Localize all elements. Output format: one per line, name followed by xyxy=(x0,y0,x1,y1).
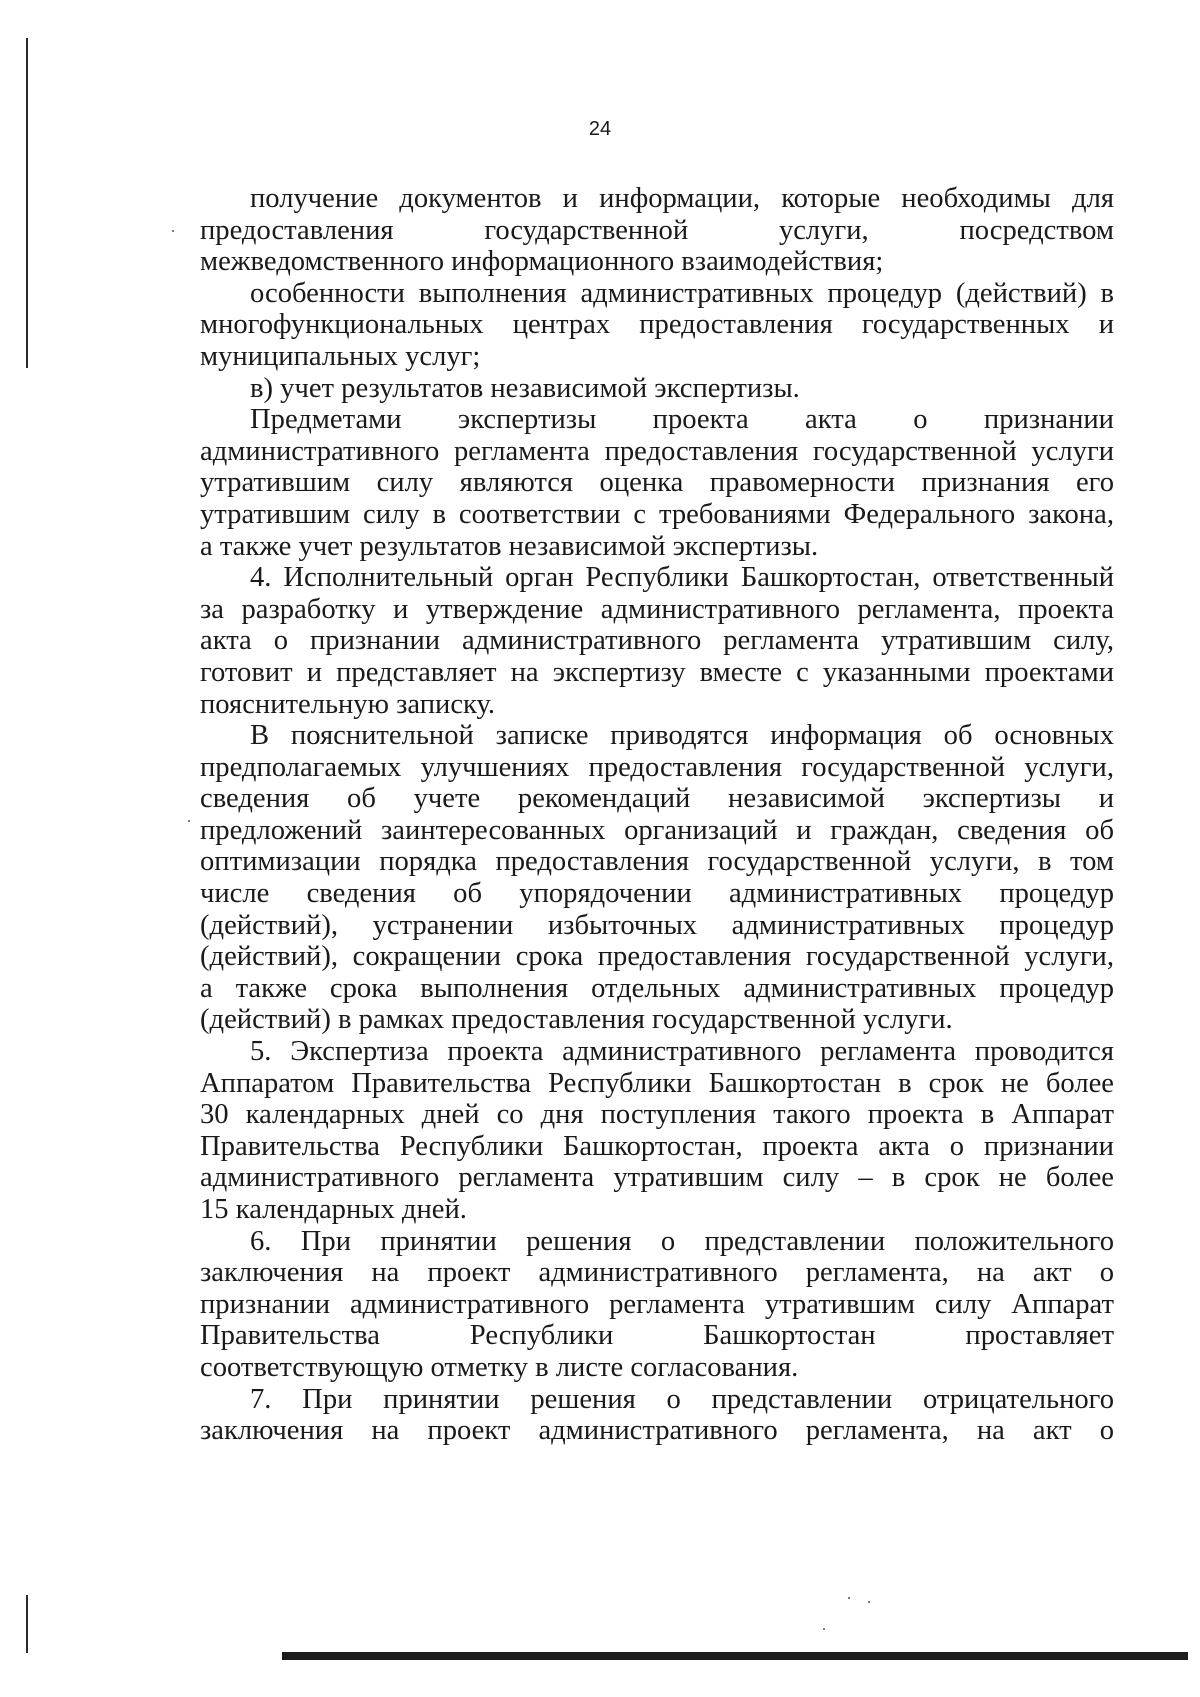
text-line: 15 календарных дней. xyxy=(200,1194,467,1225)
scan-edge-mark xyxy=(26,38,28,368)
text-line: а также срока выполнения отдельных административных процедур xyxy=(200,972,1114,1004)
text-line: предложений заинтересованных организаций и граждан, сведения об xyxy=(200,814,1114,846)
text-line: Правительства Республики Башкортостан, проекта акта о признании xyxy=(200,1130,1114,1162)
scan-speck xyxy=(868,1601,870,1603)
text-line: пояснительную записку. xyxy=(200,688,496,720)
text-line: (действий) в рамках предоставления государственной услуги. xyxy=(200,1004,953,1036)
text-line: В пояснительной записке приводятся информация об основных xyxy=(250,720,1114,752)
text-line: сведения об учете рекомендаций независимой экспертизы и xyxy=(200,783,1114,815)
text-line: административного регламента предоставления государственной услуги xyxy=(200,435,1114,467)
text-line: межведомственного информационного взаимодействия; xyxy=(200,246,884,278)
text-line: в) учет результатов независимой экспертизы. xyxy=(250,372,800,404)
text-line: 7. При принятии решения о представлении отрицательного xyxy=(250,1383,1114,1415)
text-line: 5. Экспертиза проекта административного регламента проводится xyxy=(250,1036,1114,1068)
paragraph xyxy=(200,404,1114,562)
paragraph xyxy=(200,278,1114,373)
scan-speck xyxy=(823,1628,825,1630)
text-line: а также учет результатов независимой экспертизы. xyxy=(200,530,819,562)
text-line: 30 календарных дней со дня поступления такого проекта в Аппарат xyxy=(200,1099,1114,1131)
scan-speck xyxy=(188,820,190,822)
text-line: многофункциональных центрах предоставления государственных и xyxy=(200,309,1114,341)
text-line: Аппаратом Правительства Республики Башкортостан в срок не более xyxy=(200,1067,1114,1099)
text-line: (действий), устранении избыточных административных процедур xyxy=(200,909,1114,941)
text-line: 6. При принятии решения о представлении положительного xyxy=(250,1225,1114,1257)
text-line: за разработку и утверждение административного регламента, проекта xyxy=(200,593,1114,625)
paragraph xyxy=(200,1226,1114,1384)
text-line: готовит и представляет на экспертизу вместе с указанными проектами xyxy=(200,656,1114,688)
text-line: (действий), сокращении срока предоставления государственной услуги, xyxy=(200,941,1114,973)
text-line: акта о признании административного регламента утратившим силу, xyxy=(200,625,1114,657)
text-line: административного регламента утратившим силу – в срок не более xyxy=(200,1162,1114,1194)
text-line: оптимизации порядка предоставления государственной услуги, в том xyxy=(200,846,1114,878)
paragraph xyxy=(200,183,1114,278)
text-line: Правительства Республики Башкортостан проставляет xyxy=(200,1320,1114,1352)
scan-edge-mark xyxy=(26,1595,28,1653)
bottom-rule xyxy=(282,1652,1188,1660)
paragraph xyxy=(200,562,1114,720)
paragraph xyxy=(200,720,1114,1036)
text-line: Предметами экспертизы проекта акта о признании xyxy=(250,404,1114,436)
scan-speck xyxy=(172,230,174,232)
scan-speck xyxy=(848,1597,850,1599)
text-line: предполагаемых улучшениях предоставления государственной услуги, xyxy=(200,751,1114,783)
text-line: заключения на проект административного регламента, на акт о xyxy=(200,1415,1114,1447)
page-number: 24 xyxy=(588,118,612,140)
text-line: утратившим силу в соответствии с требованиями Федерального закона, xyxy=(200,498,1114,530)
text-line: 4. Исполнительный орган Республики Башкортостан, ответственный xyxy=(250,562,1114,594)
paragraph xyxy=(200,1384,1114,1447)
text-line: муниципальных услуг; xyxy=(200,340,481,372)
text-line: получение документов и информации, которые необходимы для xyxy=(250,183,1114,214)
text-line: особенности выполнения административных процедур (действий) в xyxy=(250,277,1114,309)
text-line: признании административного регламента утратившим силу Аппарат xyxy=(200,1288,1114,1320)
document-body xyxy=(200,183,1114,1447)
text-line: заключения на проект административного регламента, на акт о xyxy=(200,1257,1114,1289)
text-line: утратившим силу являются оценка правомерности признания его xyxy=(200,467,1114,499)
paragraph xyxy=(200,1036,1114,1226)
text-line: числе сведения об упорядочении административных процедур xyxy=(200,878,1114,910)
text-line: соответствующую отметку в листе согласования. xyxy=(200,1351,799,1383)
paragraph xyxy=(200,373,1114,405)
text-line: предоставления государственной услуги, посредством xyxy=(200,214,1114,246)
